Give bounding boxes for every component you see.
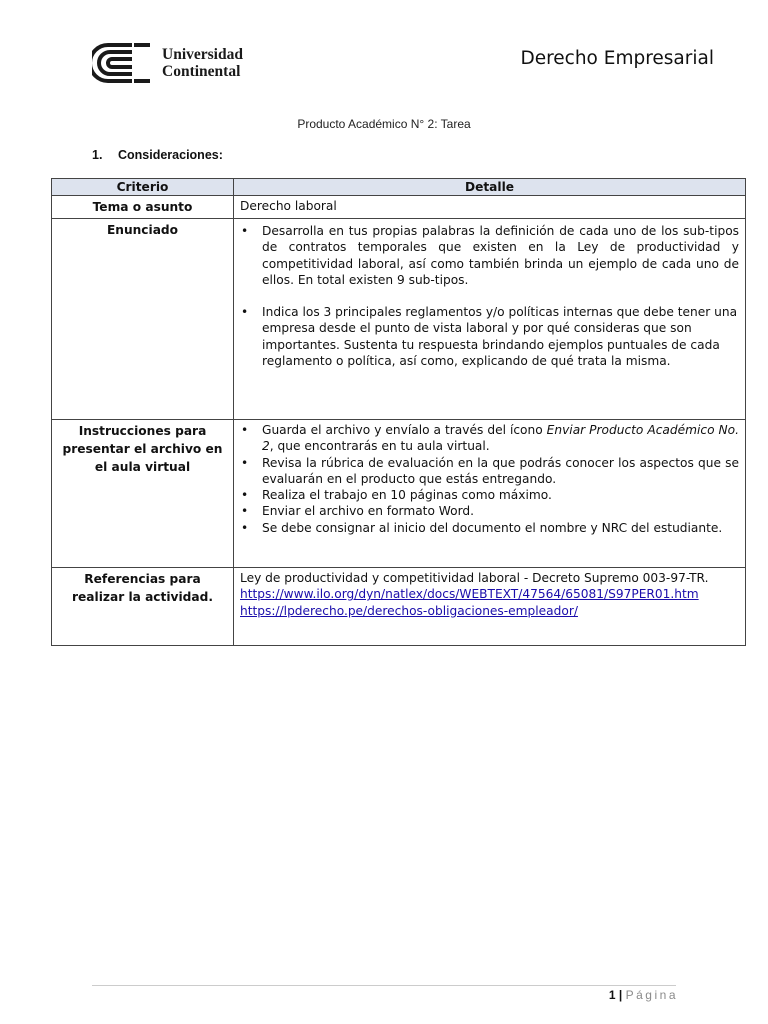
page-label: Página: [625, 988, 678, 1002]
logo-line-1: Universidad: [162, 46, 243, 63]
instrucciones-list: [240, 422, 739, 536]
document-title: Derecho Empresarial: [520, 48, 714, 69]
item-emphasis: Enviar Producto Académico No. 2: [262, 423, 739, 454]
footer-separator: |: [615, 988, 626, 1002]
continental-logo-icon: [92, 41, 152, 85]
referencias-label: Referencias para realizar la actividad.: [52, 568, 234, 646]
list-item: • Realiza el trabajo en 10 páginas como máximo.: [262, 487, 739, 503]
table-row-enunciado: [52, 219, 746, 420]
referencias-detail: [234, 568, 746, 646]
list-item: • Enviar el archivo en formato Word.: [262, 503, 739, 519]
table-row-referencias: [52, 568, 746, 646]
list-item: • Desarrolla en tus propias palabras la definición de cada uno de los sub-tipos de contratos temporales que existen en la Ley de productividad y competitividad laboral, así como también brinda un ejemplo de cada uno de ellos. En total existen 9 sub-tipos.: [262, 223, 739, 288]
header-detalle: Detalle: [234, 179, 746, 196]
item-text: Guarda el archivo y envíalo a través del ícono: [262, 423, 547, 437]
enunciado-list: [240, 223, 739, 288]
logo-wordmark: [162, 46, 243, 80]
item-text: , que encontrarás en tu aula virtual.: [269, 439, 490, 454]
list-item: • Revisa la rúbrica de evaluación en la que podrás conocer los aspectos que se evaluarán en el producto que estás entregando.: [262, 455, 739, 488]
section-number: 1.: [92, 148, 103, 162]
section-title: Consideraciones:: [118, 148, 223, 162]
reference-link-lpderecho[interactable]: https://lpderecho.pe/derechos-obligaciones-empleador/: [240, 603, 578, 618]
list-item: • Se debe consignar al inicio del documento el nombre y NRC del estudiante.: [262, 520, 739, 536]
page-number: 1: [608, 988, 616, 1002]
list-item: • Indica los 3 principales reglamentos y/o políticas internas que debe tener una empresa desde el punto de vista laboral y por qué consideras que son importantes. Sustenta tu respuesta brindando ejemplos puntuales de cada reglamento o política, así como, explicando de qué trata la misma.: [262, 304, 739, 369]
instrucciones-label: Instrucciones para presentar el archivo en el aula virtual: [52, 420, 234, 568]
university-logo: [92, 40, 262, 86]
enunciado-list-2: [240, 304, 739, 369]
table-header-row: [52, 179, 746, 196]
criteria-table: [51, 178, 746, 646]
tema-value: Derecho laboral: [234, 196, 746, 219]
tema-label: Tema o asunto: [52, 196, 234, 219]
logo-line-2: Continental: [162, 63, 241, 80]
list-item: [262, 422, 739, 455]
enunciado-label: Enunciado: [52, 219, 234, 420]
header-criterio: Criterio: [52, 179, 234, 196]
enunciado-detail: [234, 219, 746, 420]
reference-link-ilo[interactable]: https://www.ilo.org/dyn/natlex/docs/WEBTEXT/47564/65081/S97PER01.htm: [240, 587, 699, 602]
instrucciones-detail: [234, 420, 746, 568]
assignment-subtitle: Producto Académico N° 2: Tarea: [297, 117, 471, 131]
referencias-text: Ley de productividad y competitividad laboral - Decreto Supremo 003-97-TR.: [240, 571, 709, 585]
table-row-tema: [52, 196, 746, 219]
table-row-instrucciones: [52, 420, 746, 568]
section-heading: [92, 148, 223, 162]
footer-divider: [92, 985, 676, 986]
page-footer: [609, 988, 678, 1002]
